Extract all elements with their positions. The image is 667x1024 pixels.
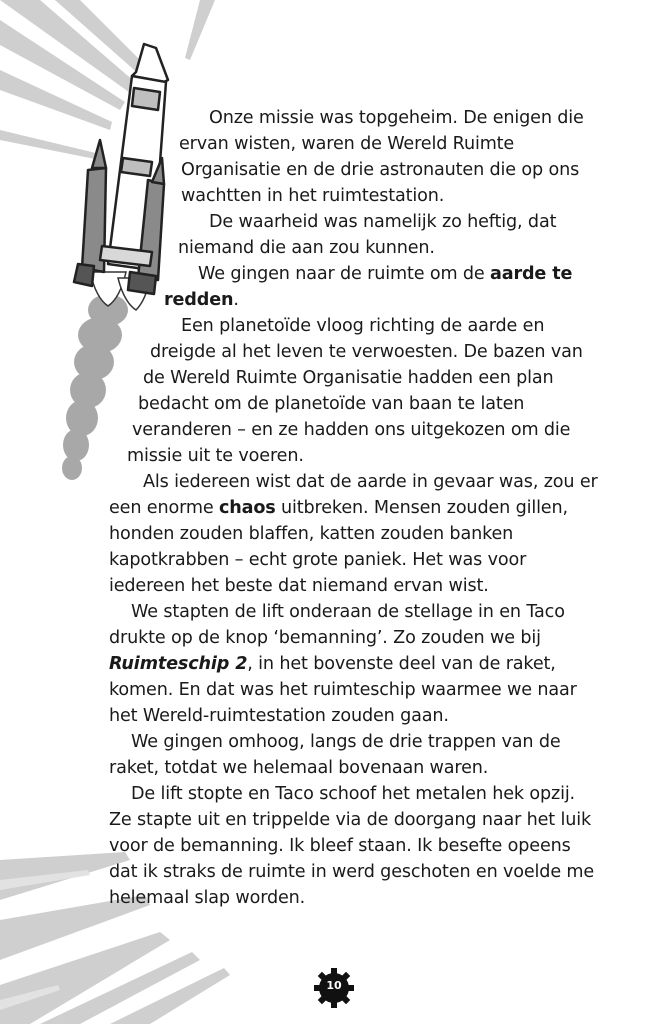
text-line: drukte op de knop ‘bemanning’. Zo zouden we bij	[109, 628, 541, 648]
text-line: de Wereld Ruimte Organisatie hadden een plan	[143, 368, 554, 388]
text-line: raket, totdat we helemaal bovenaan waren.	[109, 758, 489, 778]
text-line: een enorme chaos uitbreken. Mensen zouden gillen,	[109, 498, 568, 518]
text-line: Ze stapte uit en trippelde via de doorgang naar het luik	[109, 810, 592, 830]
text-line: missie uit te voeren.	[127, 446, 304, 466]
text-line: voor de bemanning. Ik bleef staan. Ik besefte opeens	[109, 836, 571, 856]
text-line: iedereen het beste dat niemand ervan wist.	[109, 576, 489, 596]
text-line: wachtten in het ruimtestation.	[181, 186, 445, 206]
text-line: honden zouden blaffen, katten zouden banken	[109, 524, 514, 544]
text-line: De lift stopte en Taco schoof het metalen hek opzij.	[131, 784, 576, 804]
text-line: Een planetoïde vloog richting de aarde en	[181, 316, 545, 336]
text-line: We gingen naar de ruimte om de aarde te	[198, 264, 573, 284]
page-number-badge	[312, 966, 356, 1010]
text-line: veranderen – en ze hadden ons uitgekozen om die	[132, 420, 571, 440]
emphasis-text: aarde te	[490, 264, 573, 284]
text-line: Ruimteschip 2, in het bovenste deel van de raket,	[109, 654, 556, 674]
text-line: bedacht om de planetoïde van baan te laten	[138, 394, 525, 414]
text-line: helemaal slap worden.	[109, 888, 306, 908]
page-number: 10	[326, 979, 342, 992]
text-line: het Wereld-ruimtestation zouden gaan.	[109, 706, 449, 726]
text-line: Als iedereen wist dat de aarde in gevaar was, zou er	[143, 472, 598, 492]
text-line: Onze missie was topgeheim. De enigen die	[209, 108, 584, 128]
ship-name: Ruimteschip 2	[109, 654, 248, 674]
text-line: redden.	[164, 290, 239, 310]
text-line: We stapten de lift onderaan de stellage in en Taco	[131, 602, 565, 622]
text-line: niemand die aan zou kunnen.	[178, 238, 435, 258]
text-line: komen. En dat was het ruimteschip waarmee we naar	[109, 680, 577, 700]
emphasis-text: chaos	[218, 498, 276, 518]
exhaust-smoke	[62, 294, 128, 480]
emphasis-text: redden	[164, 290, 234, 310]
text-line: We gingen omhoog, langs de drie trappen van de	[131, 732, 561, 752]
text-line: kapotkrabben – echt grote paniek. Het was voor	[109, 550, 527, 570]
text-line: dat ik straks de ruimte in werd geschoten en voelde me	[109, 862, 595, 882]
text-line: De waarheid was namelijk zo heftig, dat	[209, 212, 557, 232]
rocket-body	[74, 44, 168, 294]
text-line: dreigde al het leven te verwoesten. De bazen van	[150, 342, 583, 362]
text-line: ervan wisten, waren de Wereld Ruimte	[179, 134, 515, 154]
text-line: Organisatie en de drie astronauten die op ons	[181, 160, 580, 180]
